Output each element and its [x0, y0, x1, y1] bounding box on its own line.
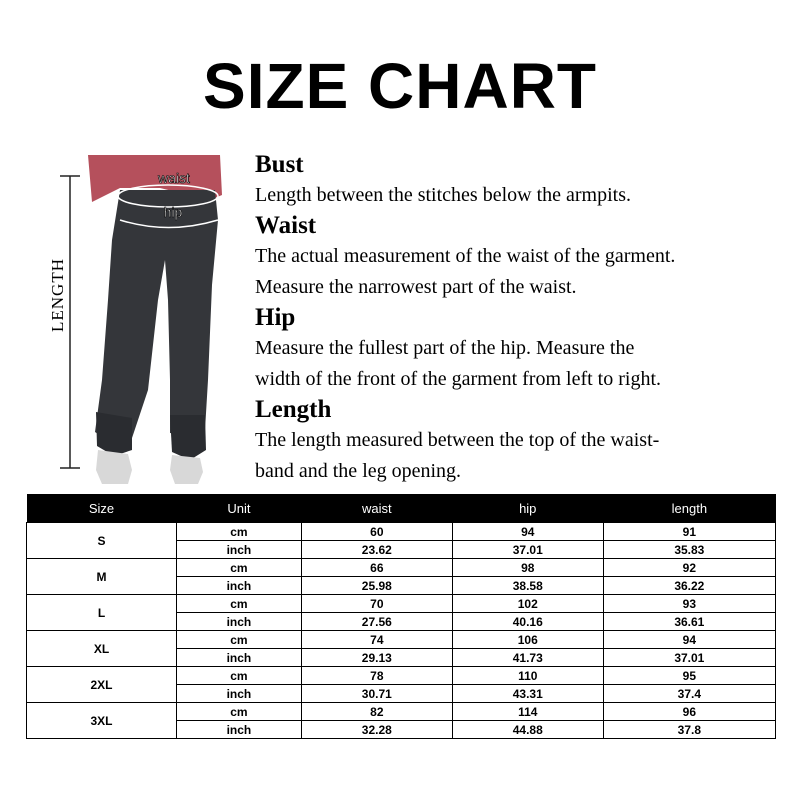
value-cell: 106: [452, 631, 603, 649]
unit-cell: inch: [177, 613, 302, 631]
length-text: The length measured between the top of the waist-: [255, 429, 660, 451]
value-cell: 32.28: [301, 721, 452, 739]
table-row: [27, 667, 776, 685]
unit-cell: inch: [177, 721, 302, 739]
hip-label: hip: [163, 204, 183, 220]
size-cell: 2XL: [27, 667, 177, 703]
table-row: [27, 631, 776, 649]
column-header: length: [603, 494, 775, 523]
value-cell: 35.83: [603, 541, 775, 559]
value-cell: 60: [301, 523, 452, 541]
value-cell: 70: [301, 595, 452, 613]
value-cell: 37.01: [603, 649, 775, 667]
waist-heading: Waist: [255, 212, 317, 239]
value-cell: 30.71: [301, 685, 452, 703]
hip-heading: Hip: [255, 304, 296, 331]
unit-cell: cm: [177, 523, 302, 541]
value-cell: 98: [452, 559, 603, 577]
unit-cell: cm: [177, 631, 302, 649]
size-cell: M: [27, 559, 177, 595]
size-table: [26, 494, 776, 739]
column-header: Unit: [177, 494, 302, 523]
hip-text: Measure the fullest part of the hip. Measure the: [255, 337, 635, 359]
unit-cell: cm: [177, 559, 302, 577]
length-heading: Length: [255, 396, 332, 423]
value-cell: 37.01: [452, 541, 603, 559]
value-cell: 36.61: [603, 613, 775, 631]
value-cell: 44.88: [452, 721, 603, 739]
page-title: SIZE CHART: [203, 50, 597, 122]
unit-cell: cm: [177, 703, 302, 721]
column-header: waist: [301, 494, 452, 523]
bust-text: Length between the stitches below the armpits.: [255, 184, 632, 206]
measurement-descriptions: [255, 150, 785, 487]
table-row: [27, 559, 776, 577]
value-cell: 43.31: [452, 685, 603, 703]
value-cell: 91: [603, 523, 775, 541]
waist-label: waist: [158, 170, 190, 186]
value-cell: 94: [452, 523, 603, 541]
value-cell: 38.58: [452, 577, 603, 595]
value-cell: 78: [301, 667, 452, 685]
value-cell: 37.8: [603, 721, 775, 739]
table-row: [27, 703, 776, 721]
hip-text: width of the front of the garment from left to right.: [255, 368, 662, 390]
value-cell: 74: [301, 631, 452, 649]
length-text: band and the leg opening.: [255, 460, 462, 482]
table-row: [27, 523, 776, 541]
value-cell: 93: [603, 595, 775, 613]
value-cell: 25.98: [301, 577, 452, 595]
value-cell: 40.16: [452, 613, 603, 631]
value-cell: 110: [452, 667, 603, 685]
size-cell: S: [27, 523, 177, 559]
table-row: [27, 595, 776, 613]
value-cell: 114: [452, 703, 603, 721]
table-header-row: [27, 494, 776, 523]
column-header: hip: [452, 494, 603, 523]
value-cell: 41.73: [452, 649, 603, 667]
value-cell: 37.4: [603, 685, 775, 703]
size-cell: L: [27, 595, 177, 631]
value-cell: 95: [603, 667, 775, 685]
unit-cell: inch: [177, 541, 302, 559]
value-cell: 96: [603, 703, 775, 721]
column-header: Size: [27, 494, 177, 523]
value-cell: 29.13: [301, 649, 452, 667]
value-cell: 92: [603, 559, 775, 577]
value-cell: 23.62: [301, 541, 452, 559]
unit-cell: cm: [177, 595, 302, 613]
waist-text: Measure the narrowest part of the waist.: [255, 276, 577, 298]
length-label: LENGTH: [48, 258, 67, 332]
unit-cell: inch: [177, 649, 302, 667]
value-cell: 82: [301, 703, 452, 721]
size-cell: XL: [27, 631, 177, 667]
unit-cell: inch: [177, 577, 302, 595]
size-cell: 3XL: [27, 703, 177, 739]
bust-heading: Bust: [255, 151, 304, 178]
value-cell: 27.56: [301, 613, 452, 631]
waist-text: The actual measurement of the waist of the garment.: [255, 245, 676, 267]
value-cell: 36.22: [603, 577, 775, 595]
unit-cell: inch: [177, 685, 302, 703]
value-cell: 66: [301, 559, 452, 577]
value-cell: 94: [603, 631, 775, 649]
unit-cell: cm: [177, 667, 302, 685]
value-cell: 102: [452, 595, 603, 613]
